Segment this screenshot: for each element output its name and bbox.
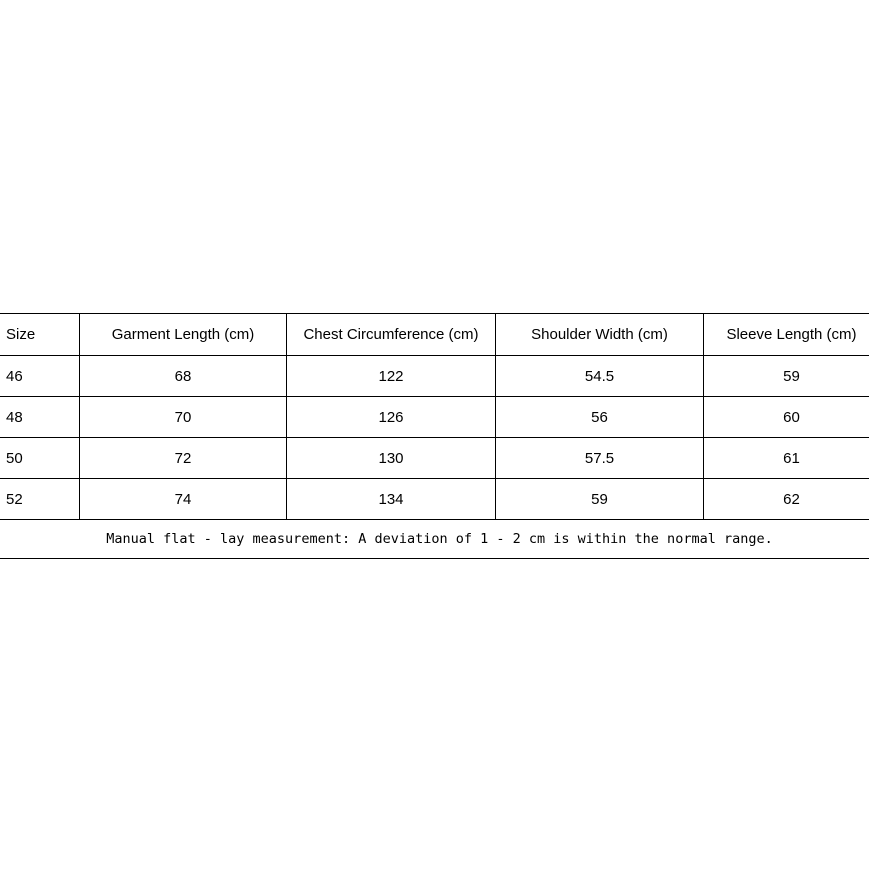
cell-shoulder-width: 59	[496, 479, 704, 520]
column-header-sleeve-length: Sleeve Length (cm)	[704, 314, 869, 356]
cell-chest-circumference: 134	[287, 479, 496, 520]
cell-sleeve-length: 61	[704, 438, 869, 479]
column-header-size: Size	[0, 314, 80, 356]
cell-sleeve-length: 59	[704, 356, 869, 397]
column-header-shoulder-width: Shoulder Width (cm)	[496, 314, 704, 356]
cell-size: 46	[0, 356, 80, 397]
table-row	[0, 438, 869, 479]
measurement-note: Manual flat - lay measurement: A deviation of 1 - 2 cm is within the normal range.	[0, 520, 869, 559]
cell-garment-length: 70	[80, 397, 287, 438]
table-note-row	[0, 520, 869, 559]
table-header	[0, 314, 869, 356]
cell-sleeve-length: 62	[704, 479, 869, 520]
cell-garment-length: 68	[80, 356, 287, 397]
table-body	[0, 356, 869, 559]
cell-garment-length: 72	[80, 438, 287, 479]
column-header-garment-length: Garment Length (cm)	[80, 314, 287, 356]
cell-sleeve-length: 60	[704, 397, 869, 438]
cell-chest-circumference: 126	[287, 397, 496, 438]
cell-garment-length: 74	[80, 479, 287, 520]
table-header-row	[0, 314, 869, 356]
cell-chest-circumference: 122	[287, 356, 496, 397]
table-row	[0, 479, 869, 520]
cell-shoulder-width: 54.5	[496, 356, 704, 397]
cell-size: 48	[0, 397, 80, 438]
size-chart	[0, 313, 869, 559]
cell-size: 52	[0, 479, 80, 520]
cell-shoulder-width: 56	[496, 397, 704, 438]
cell-shoulder-width: 57.5	[496, 438, 704, 479]
cell-size: 50	[0, 438, 80, 479]
table-row	[0, 356, 869, 397]
column-header-chest-circumference: Chest Circumference (cm)	[287, 314, 496, 356]
cell-chest-circumference: 130	[287, 438, 496, 479]
table-row	[0, 397, 869, 438]
size-table	[0, 313, 869, 559]
